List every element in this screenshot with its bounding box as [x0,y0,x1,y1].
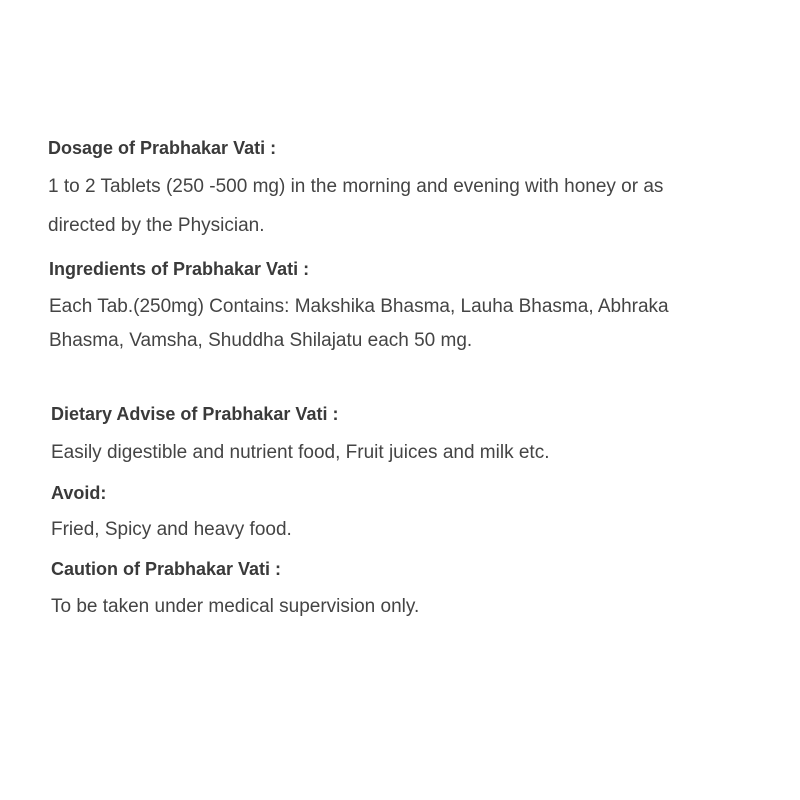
ingredients-text-line-1: Each Tab.(250mg) Contains: Makshika Bhasma, Lauha Bhasma, Abhraka [49,296,669,317]
caution-text: To be taken under medical supervision only. [51,596,420,617]
dietary-advise-text: Easily digestible and nutrient food, Fruit juices and milk etc. [51,442,550,463]
ingredients-text-line-2: Bhasma, Vamsha, Shuddha Shilajatu each 50 mg. [49,330,473,351]
dietary-advise-heading: Dietary Advise of Prabhakar Vati : [51,404,339,424]
avoid-heading: Avoid: [51,483,107,503]
dosage-text-line-2: directed by the Physician. [48,215,265,236]
dosage-heading: Dosage of Prabhakar Vati : [48,138,277,158]
ingredients-heading: Ingredients of Prabhakar Vati : [49,259,310,279]
avoid-text: Fried, Spicy and heavy food. [51,519,292,540]
caution-heading: Caution of Prabhakar Vati : [51,559,282,579]
dosage-text-line-1: 1 to 2 Tablets (250 -500 mg) in the morning and evening with honey or as [48,176,664,197]
